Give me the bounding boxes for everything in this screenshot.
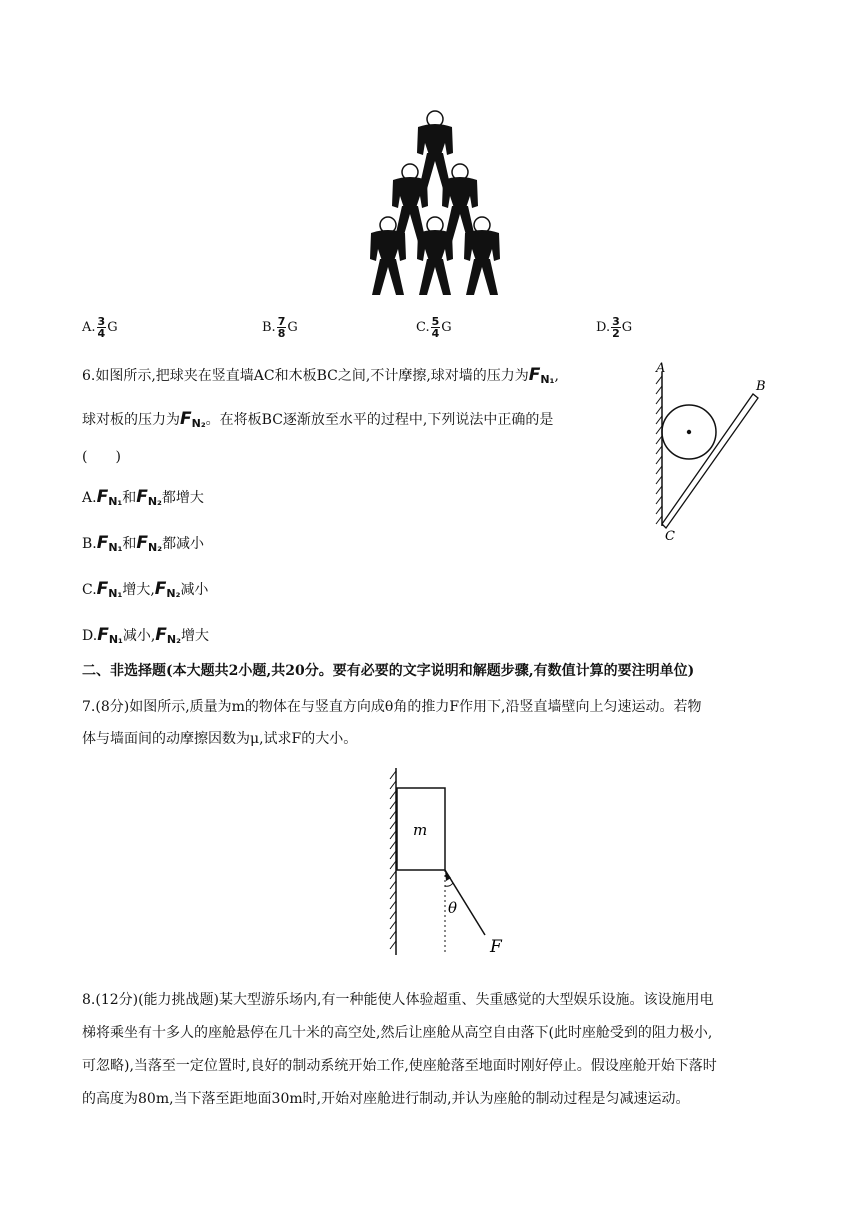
label-b: B [756, 379, 766, 394]
q6-option-d: $D.F_{N_1}$减小$,F_{N_2}$增大 [82, 625, 209, 646]
q8-stem-line2: 梯将乘坐有十多人的座舱悬停在几十米的高空处,然后让座舱从高空自由落下(此时座舱受到的阻力极小, [82, 1025, 713, 1041]
label-force: F [490, 937, 502, 957]
q8-stem-line1: 8.(12分)(能力挑战题)某大型游乐场内,有一种能使人体验超重、失重感觉的大型娱乐设施。该设施用电 [82, 992, 714, 1008]
label-mass: m [413, 821, 428, 839]
q6-stem-line1: 6.如图所示,把球夹在竖直墙AC和木板BC之间,不计摩擦,球对墙的压力为$F_{N_1}$, [82, 365, 559, 386]
q5-option-a: A. $\frac{3}{4}$ G [82, 315, 118, 340]
q6-stem-line2: 球对板的压力为$F_{N_2}$。在将板BC逐渐放至水平的过程中,下列说法中正确的是 [82, 409, 554, 430]
label-a: A [656, 361, 666, 376]
q7-stem-line1: 7.(8分)如图所示,质量为m的物体在与竖直方向成θ角的推力F作用下,沿竖直墙壁向上匀速运动。若物 [82, 699, 702, 715]
q8-stem-line3: 可忽略),当落至一定位置时,良好的制动系统开始工作,使座舱落至地面时刚好停止。假设座舱开始下落时 [82, 1058, 717, 1074]
q7-block-wall-figure [378, 765, 518, 960]
q6-option-a: $A.F_{N_1}$和$F_{N_2}$都增大 [82, 487, 204, 508]
q7-stem-line2: 体与墙面间的动摩擦因数为μ,试求F的大小。 [82, 731, 358, 747]
q6-option-b: $B.F_{N_1}$和$F_{N_2}$都减小 [82, 533, 205, 554]
human-pyramid-figure [360, 105, 510, 295]
q5-option-b: B. $\frac{7}{8}$ G [262, 315, 298, 340]
label-theta: θ [448, 899, 458, 917]
q6-option-c: $C.F_{N_1}$增大$,F_{N_2}$减小 [82, 579, 209, 600]
q5-option-d: D. $\frac{3}{2}$ G [596, 315, 633, 340]
q8-stem-line4: 的高度为80m,当下落至距地面30m时,开始对座舱进行制动,并认为座舱的制动过程是匀减速运动。 [82, 1091, 690, 1107]
q6-answer-paren: ( ) [82, 449, 121, 465]
section-heading: 二、非选择题(本大题共2小题,共20分。要有必要的文字说明和解题步骤,有数值计算的要注明单位) [82, 663, 695, 679]
q5-option-c: C. $\frac{5}{4}$ G [416, 315, 452, 340]
label-c: C [665, 529, 675, 544]
q6-wall-ball-board-figure [640, 360, 780, 550]
